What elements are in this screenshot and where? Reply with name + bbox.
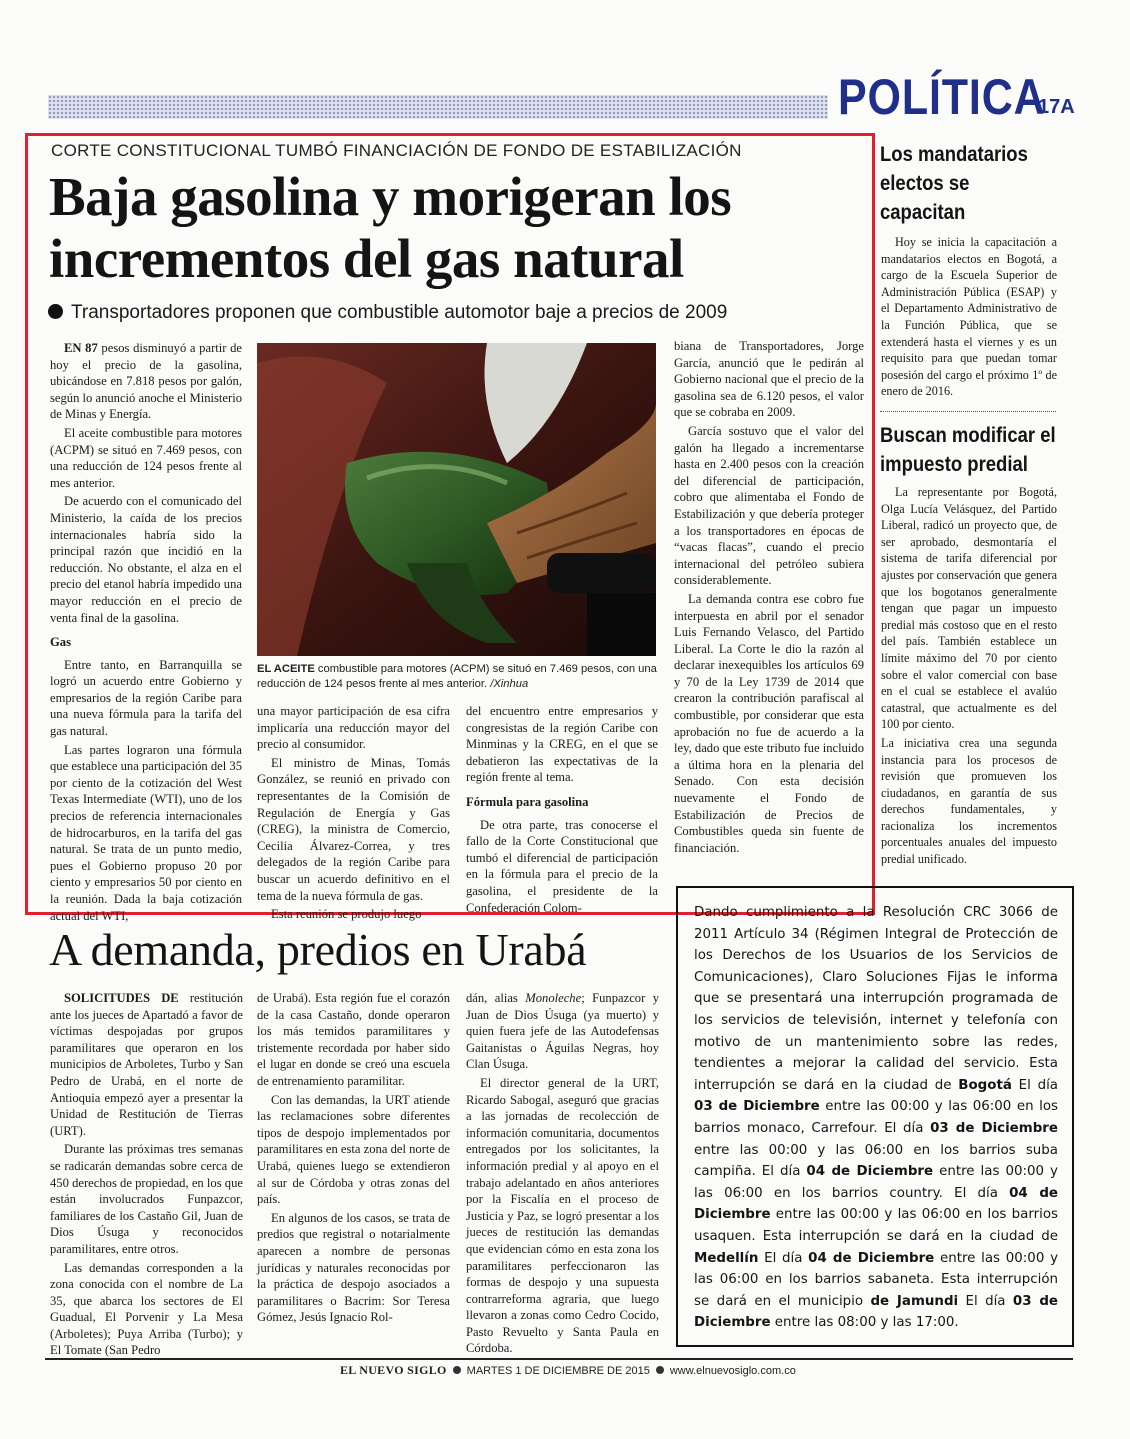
notice-bold: 03 de Diciembre — [694, 1293, 1058, 1331]
article-column-1 — [50, 340, 242, 926]
caption-lead: EL ACEITE — [257, 663, 315, 675]
article-column-4 — [674, 338, 864, 858]
second-article-headline: A demanda, predios en Urabá — [49, 924, 587, 975]
second-article-column-2 — [257, 990, 450, 1328]
notice-text: El día — [1011, 1077, 1059, 1093]
notice-bold: 03 de Diciembre — [694, 1099, 820, 1115]
paragraph: restitución ante los jueces de Apartadó a favor de víctimas despojadas por grupos paramilitares que operaron en los municipios de Arboletes, Turbo y San Pedro de Urabá, en el norte de Antioquia empezó ayer a presentar la Unidad de Restitución de Tierras (URT). — [50, 991, 244, 1138]
paragraph: biana de Transportadores, Jorge García, anunció que le pedirán al Gobierno nacional que el precio de la gasolina sea de 6.120 pesos, el valor que se cobraba en 2009. — [674, 339, 864, 420]
notice-text: entre las 00:00 y las 06:00 en los barrios country. El día — [694, 1164, 1058, 1201]
paragraph: Durante las próximas tres semanas se radicarán demandas sobre cerca de 450 derechos de propiedad, en los que están involucrados Funpazcor, familiares de los Castaño Gil, Juan de Dios Úsuga y reconocidos paramilitares, entre otros. — [50, 1142, 243, 1256]
column-subtitle: Gas — [50, 635, 71, 650]
paragraph: De otra parte, tras conocerse el fallo de la Corte Constitucional que tumbó el diferencial de participación en la fórmula para el precio de la gasolina, el presidente de la Confederación Colom- — [466, 817, 658, 915]
lead-in: EN 87 — [64, 341, 98, 355]
service-interruption-notice — [676, 886, 1074, 1347]
subhead-text: Transportadores proponen que combustible automotor baje a precios de 2009 — [71, 302, 728, 323]
column-subtitle: Fórmula para gasolina — [466, 794, 589, 809]
article-column-2 — [257, 703, 450, 925]
paragraph: De acuerdo con el comunicado del Ministerio, la caída de los precios internacionales habría sido la principal razón que incidió en la reducción. No obstante, el alza en el precio del etanol habría impedido una mayor reducción en el precio de venta final de la gasolina. — [50, 494, 242, 625]
notice-bold: Bogotá — [958, 1077, 1012, 1093]
paragraph: La representante por Bogotá, Olga Lucía Velásquez, del Partido Liberal, radicó un proyecto que, de ser aprobado, desmontaría el sistema de tarifa diferencial por ajustes por conservación que genera que los bogotanos generalmente tengan que pagar un impuesto predial más costoso que en el resto del país. También establece un límite máximo del 70 por ciento sobre el valor comercial con base en el cual se establece el avalúo catastral, que actualmente es del 100 por ciento. — [881, 485, 1057, 732]
notice-text: Dando cumplimiento a la Resolución CRC 3066 de 2011 Artículo 34 (Régimen Integral de Protección de los Derechos de los Usuarios de los Servicios de Comunicaciones), Claro Soluciones Fijas le informa que se presentará una interrupción programada de los servicios de televisión, internet y telefonía con motivo de un mantenimiento sobre las redes, tendientes a mejorar la calidad del servicio. Esta interrupción se dará en la ciudad de — [694, 905, 1058, 1093]
notice-bold: 04 de Diciembre — [806, 1164, 934, 1180]
notice-text: entre las 00:00 y las 06:00 en los barrios monaco, Carrefour. El día — [694, 1099, 1058, 1136]
notice-text: El día — [758, 1250, 809, 1266]
paragraph: El ministro de Minas, Tomás González, se reunió en privado con representantes de la Comisión de Regulación de Energía y Gas (CREG), la ministra de Comercio, Cecilia Álvarez-Correa, y tres delegados de la región Caribe para buscar un acuerdo definitivo en el tema de la nueva fórmula de gas. — [257, 755, 450, 903]
article-subhead — [48, 302, 727, 324]
sidebar-title-1: Los mandatarios electos se capacitan — [880, 143, 1028, 224]
lead-in: SOLICITUDES DE — [64, 991, 179, 1005]
notice-bold: 04 de Diciembre — [808, 1250, 935, 1266]
fuel-nozzle-illustration — [257, 343, 656, 656]
newspaper-brand: EL NUEVO SIGLO — [340, 1363, 447, 1377]
notice-text: entre las 00:00 y las 06:00 en los barrios suba campiña. El día — [694, 1142, 1058, 1180]
paragraph: El director general de la URT, Ricardo Sabogal, aseguró que gracias a las jornadas de recolección de información comunitaria, documentos entregados por los solicitantes, la información predial y al apoyo en el trabajo adelantado en años anteriores por la Fiscalía en el proceso de Justicia y Paz, se logró presentar a los jueces de restitución las demandas que evidencian cómo en esta zona los paramilitares perfeccionaron las formas de despojo y una supuesta contrarreforma agraria, que luego llevaron a zonas como Cedro Cocido, Pasto Revuelto y Santa Paula en Córdoba. — [466, 1075, 659, 1356]
page-number: 17A — [1038, 96, 1075, 118]
text-run: dán, alias — [466, 991, 526, 1005]
paragraph: pesos disminuyó a partir de hoy el precio de la gasolina, ubicándose en 7.818 pesos por galón, según lo anunció anoche el Ministerio de Minas y Energía. — [50, 341, 243, 422]
notice-text: entre las 00:00 y las 06:00 en los barrios sabaneta. Esta interrupción se dará en el municipio — [694, 1250, 1058, 1309]
fuel-nozzle-photo — [257, 343, 656, 656]
paragraph: En algunos de los casos, se trata de predios que registral o notarialmente aparecen a nombre de personas jurídicas y naturales reconocidas por la práctica de despojo asociados a paramilitares o Bacrim: Sor Teresa Gómez, Jesús Ignacio Rol- — [257, 1210, 450, 1325]
header-dot-band — [48, 95, 828, 119]
photo-caption — [257, 662, 657, 692]
paragraph: La demanda contra ese cobro fue interpuesta en abril por el senador Luis Fernando Velasco, del Partido Liberal. La Corte le dio la razón al declarar inexequibles los artículos 69 y 70 de la Ley 1739 de 2014 que crearon la contribución parafiscal al combustible, por considerar que esta aprobación no fue de acuerdo a la ley, dado que este tributo fue incluido a última hora en la plenaria del Senado. Con esta decisión nuevamente el Fondo de Estabilización de Precios de Combustibles queda sin fuente de financiación. — [674, 591, 864, 855]
notice-bold: 03 de Diciembre — [930, 1120, 1058, 1136]
issue-date: MARTES 1 DE DICIEMBRE DE 2015 — [466, 1365, 650, 1377]
footer-dot-icon — [453, 1366, 461, 1374]
article-kicker: CORTE CONSTITUCIONAL TUMBÓ FINANCIACIÓN DE FONDO DE ESTABILIZACIÓN — [51, 141, 742, 160]
bullet-icon — [48, 304, 63, 319]
sidebar-divider — [880, 411, 1056, 412]
paragraph: de Urabá). Esta región fue el corazón de la casa Castaño, donde operaron los más temidos paramilitares y tristemente recordada por haber sido el lugar en donde se creó una escuela de entrenamiento paramilitar. — [257, 991, 450, 1088]
footer-dot-icon — [656, 1366, 664, 1374]
paragraph: El aceite combustible para motores (ACPM) se situó en 7.469 pesos, con una reducción de 124 pesos frente al mes anterior. — [50, 425, 242, 490]
footer — [340, 1363, 796, 1378]
alias: Monoleche — [525, 991, 582, 1005]
notice-text: entre las 08:00 y las 17:00. — [770, 1315, 959, 1331]
text-run: ; Funpazcor y Juan de Dios Úsuga (ya muerto) y quien fuera jefe de las Autodefensas Gaitanistas o Águilas Negras, hoy Clan Úsuga. — [466, 991, 659, 1072]
paragraph: Las partes lograron una fórmula que establece una participación del 35 por ciento de la cotización del West Texas Intermediate (WTI), uno de los precios de referencia internacionales de hidrocarburos, en la tarifa del gas natural. Se trata de un punto medio, pues el Gobierno propuso 20 por ciento y empresarios 50 por ciento en la reunión. Dada la baja cotización actual del WTI, — [50, 742, 242, 923]
notice-text: El día — [958, 1293, 1013, 1309]
paragraph: Las demandas corresponden a la zona conocida con el nombre de La 35, que abarca los sectores de El Guadual, El Porvenir y La Mesa (Arboletes); Puya Arriba (Turbo); y El Tomate (San Pedro — [50, 1260, 243, 1358]
paragraph: Con las demandas, la URT atiende las reclamaciones sobre diferentes tipos de despojo implementados por paramilitares en esta zona del norte de Urabá, quienes luego se extendieron al sur de Córdoba y otras zonas del país. — [257, 1092, 451, 1207]
paragraph: del encuentro entre empresarios y congresistas de la región Caribe con Minminas y la CREG, en el que se debatieron las expectativas de la región frente al tema. — [466, 704, 658, 785]
notice-text: entre las 00:00 y las 06:00 en los barrios usaquen. Esta interrupción se dará en la ciudad de — [694, 1207, 1058, 1244]
paragraph: una mayor participación de esa cifra implicaría una reducción mayor del precio al consumidor. — [257, 704, 450, 752]
paragraph: Entre tanto, en Barranquilla se logró un acuerdo entre Gobierno y empresarios de la región Caribe para una nueva fórmula para la tarifa del gas natural. — [50, 657, 242, 739]
paragraph: La iniciativa crea una segunda instancia para los procesos de revisión que promueven los ciudadanos, en garantía de sus derechos fundamentales, y racionaliza los incrementos porcentuales anuales del impuesto predial unificado. — [881, 735, 1057, 867]
photo-credit: /Xinhua — [490, 678, 529, 690]
paragraph — [466, 990, 659, 1073]
caption-text: combustible para motores (ACPM) se situó en 7.469 pesos, con una reducción de 124 pesos frente al mes anterior. — [257, 663, 657, 690]
paragraph: García sostuvo que el valor del galón ha llegado a incrementarse hasta en 2.400 pesos con la creación del diferencial de participación, cobro que alimentaba el Fondo de Estabilización y que debería proteger a los transportadores en épocas de “vacas flacas”, cuando el precio internacional del petróleo subiera considerablemente. — [674, 423, 864, 588]
sidebar-body-2 — [881, 484, 1057, 870]
sidebar-body-1 — [881, 234, 1057, 402]
notice-bold: de Jamundi — [870, 1293, 959, 1309]
footer-rule — [45, 1358, 1073, 1360]
paragraph: Hoy se inicia la capacitación a mandatarios electos en Bogotá, a cargo de la Escuela Superior de Administración Pública (ESAP) y el Departamento Administrativo de la Función Pública, que se extenderá hasta el viernes y es un requisito para que puedan tomar posesión del cargo el próximo 1º de enero de 2016. — [881, 235, 1057, 399]
section-title: POLÍTICA — [838, 69, 1046, 125]
paragraph: Esta reunión se produjo luego — [271, 907, 422, 922]
sidebar-title-2: Buscan modificar el impuesto predial — [880, 424, 1056, 476]
second-article-column-1 — [50, 990, 243, 1361]
notice-bold: 04 de Diciembre — [694, 1185, 1058, 1223]
notice-bold: Medellín — [694, 1250, 759, 1266]
second-article-column-3 — [466, 990, 659, 1359]
article-column-3 — [466, 703, 658, 918]
article-headline: Baja gasolina y morigeran los incrementos del gas natural — [49, 166, 732, 289]
website-url[interactable]: www.elnuevosiglo.com.co — [669, 1365, 796, 1377]
